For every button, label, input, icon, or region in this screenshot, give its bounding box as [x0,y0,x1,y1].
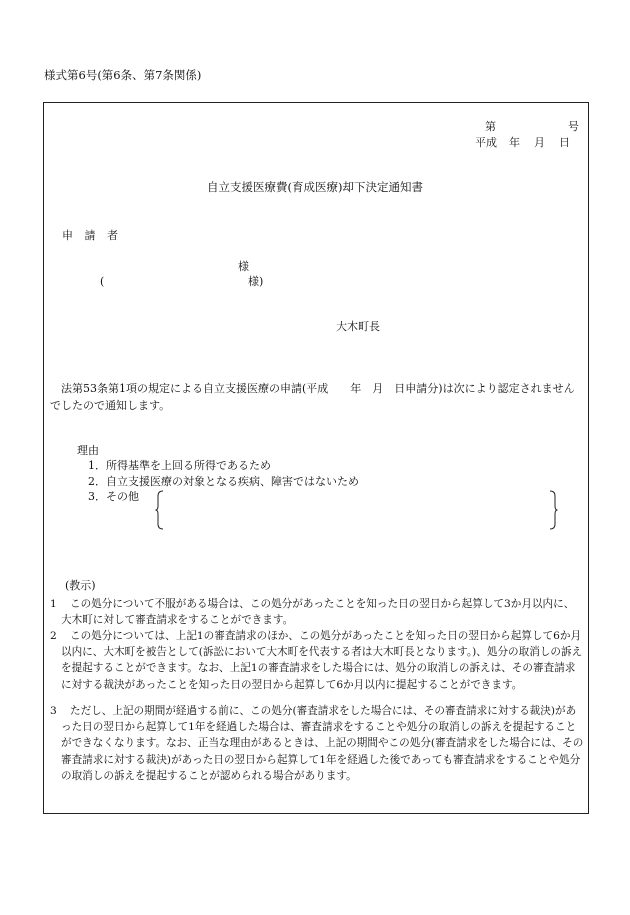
form-number: 様式第6号(第6条、第7条関係) [44,68,202,82]
issue-date [475,137,570,148]
document-number-label: 第 [485,120,496,133]
notice-item [50,703,584,784]
notice-number: 2 [50,630,57,642]
other-reason-bracket [155,490,558,530]
date-era: 平成 [475,136,497,149]
date-month: 月 [534,136,545,149]
reason-item: 1．所得基準を上回る所得であるため [88,459,271,472]
date-day: 日 [559,136,570,149]
applicant-paren-open: ( [100,275,105,288]
notice-heading: (教示) [65,579,96,592]
reason-item: 2．自立支援医療の対象となる疾病、障害ではないため [88,475,359,488]
reason-heading: 理由 [77,444,99,457]
applicant-label: 申 請 者 [62,229,122,242]
notice-item [50,596,584,628]
notice-item [50,628,584,693]
document-title: 自立支援医療費(育成医療)却下決定通知書 [207,180,423,194]
date-year: 年 [509,136,520,149]
reason-item: 3．その他 [88,490,139,503]
document-number-suffix: 号 [568,120,579,133]
applicant-honorific: 様 [238,260,249,273]
notice-text: ただし、上記の期間が経過する前に、この処分(審査請求をした場合には、その審査請求に対する裁決)があった日の翌日から起算して1年を経過した場合は、審査請求をすることや処分の取消しの訴えを提起することができなくなります。なお、正当な理由があるときは、上記の期間やこの処分(審査請求をした場合には、その審査請求に対する裁決)があった日の翌日から起算して1年を経過した後であっても審査請求をすることや処分の取消しの訴えを提起することが認められる場合があります。 [61,705,584,782]
notice-text: この処分については、上記1の審査請求のほか、この処分があったことを知った日の翌日から起算して6か月以内に、大木町を被告として(訴訟において大木町を代表する者は大木町長となります。)、処分の取消しの訴えを提起することができます。なお、上記1の審査請求をした場合には、処分の取消しの訴えは、その審査請求に対する裁決があったことを知った日の翌日から起算して6か月以内に提起することができます。 [61,630,583,691]
applicant-paren-honorific: 様) [248,275,264,288]
issuer-name: 大木町長 [336,320,380,333]
notification-body: 法第53条第1項の規定による自立支援医療の申請(平成 年 月 日申請分)は次により認定されませんでしたので通知します。 [50,382,575,412]
notice-text: この処分について不服がある場合は、この処分があったことを知った日の翌日から起算して3か月以内に、大木町に対して審査請求をすることができます。 [61,598,575,627]
notice-number: 3 [50,705,57,717]
notice-number: 1 [50,598,57,610]
